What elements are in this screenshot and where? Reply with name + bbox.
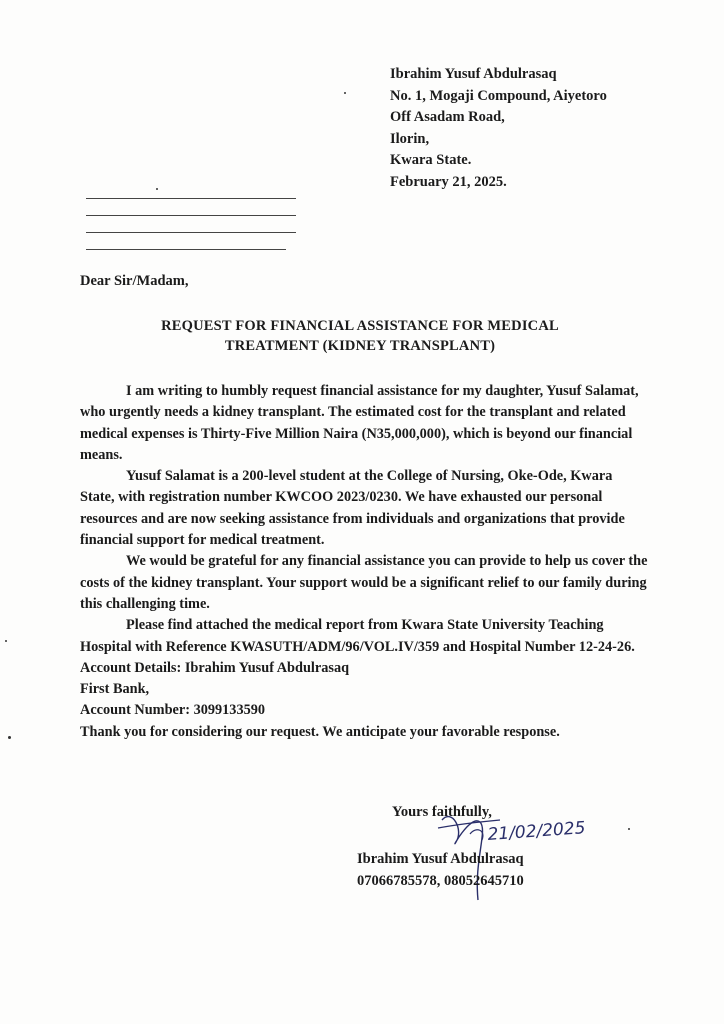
subject-heading xyxy=(100,316,620,356)
subject-line1: REQUEST FOR FINANCIAL ASSISTANCE FOR MEDICAL xyxy=(161,318,559,334)
sender-name: Ibrahim Yusuf Abdulrasaq xyxy=(390,66,557,82)
recipient-line xyxy=(86,215,296,216)
sender-state: Kwara State. xyxy=(390,152,472,169)
scan-speck xyxy=(8,736,11,739)
valediction: Yours faithfully, xyxy=(392,804,492,820)
recipient-line xyxy=(86,232,296,233)
account-details: Account Details: Ibrahim Yusuf Abdulrasaq xyxy=(80,659,350,676)
sender-address-line2: Off Asadam Road, xyxy=(390,109,505,126)
body-paragraph-1: I am writing to humbly request financial assistance for my daughter, Yusuf Salamat, who urgently needs a kidney transplant. The estimated cost for the transplant and related medical expenses is Thirty-Five Million Naira (N35,000,000), which is beyond our financial means. xyxy=(80,383,639,463)
sender-address-line1: No. 1, Mogaji Compound, Aiyetoro xyxy=(390,87,607,104)
scan-speck xyxy=(344,92,346,94)
salutation: Dear Sir/Madam, xyxy=(80,273,189,289)
body-paragraph-2: Yusuf Salamat is a 200-level student at the College of Nursing, Oke-Ode, Kwara State, with registration number KWCOO 2023/0230. We have exhausted our personal resources and are now seeking assistance from individuals and organizations that provide financial support for medical treatment. xyxy=(80,468,625,549)
signatory-phones: 07066785578, 08052645710 xyxy=(357,873,524,889)
signatory-name: Ibrahim Yusuf Abdulrasaq xyxy=(357,851,524,867)
letter-date: February 21, 2025. xyxy=(390,173,507,190)
signatory-block xyxy=(357,848,524,892)
recipient-address-blank xyxy=(86,198,296,266)
signature-date: 21/02/2025 xyxy=(486,818,587,845)
body-paragraph-3: We would be grateful for any financial assistance you can provide to help us cover the costs of the kidney transplant. Your support would be a significant relief to our family during this challenging time. xyxy=(80,553,648,612)
body-paragraph-4: Please find attached the medical report from Kwara State University Teaching Hospital with Reference KWASUTH/ADM/96/VOL.IV/359 and Hospital Number 12-24-26. xyxy=(80,617,635,655)
bank-name: First Bank, xyxy=(80,681,150,698)
recipient-line xyxy=(86,249,286,250)
recipient-line xyxy=(86,198,296,199)
sender-address-block xyxy=(390,64,607,194)
account-number: Account Number: 3099133590 xyxy=(80,702,266,719)
scan-speck xyxy=(628,828,630,830)
scan-speck xyxy=(5,640,7,642)
letter-body xyxy=(80,381,650,743)
scan-speck xyxy=(156,188,158,190)
subject-line2: TREATMENT (KIDNEY TRANSPLANT) xyxy=(224,338,496,354)
thank-you-line: Thank you for considering our request. We anticipate your favorable response. xyxy=(80,723,560,740)
sender-city: Ilorin, xyxy=(390,130,430,147)
